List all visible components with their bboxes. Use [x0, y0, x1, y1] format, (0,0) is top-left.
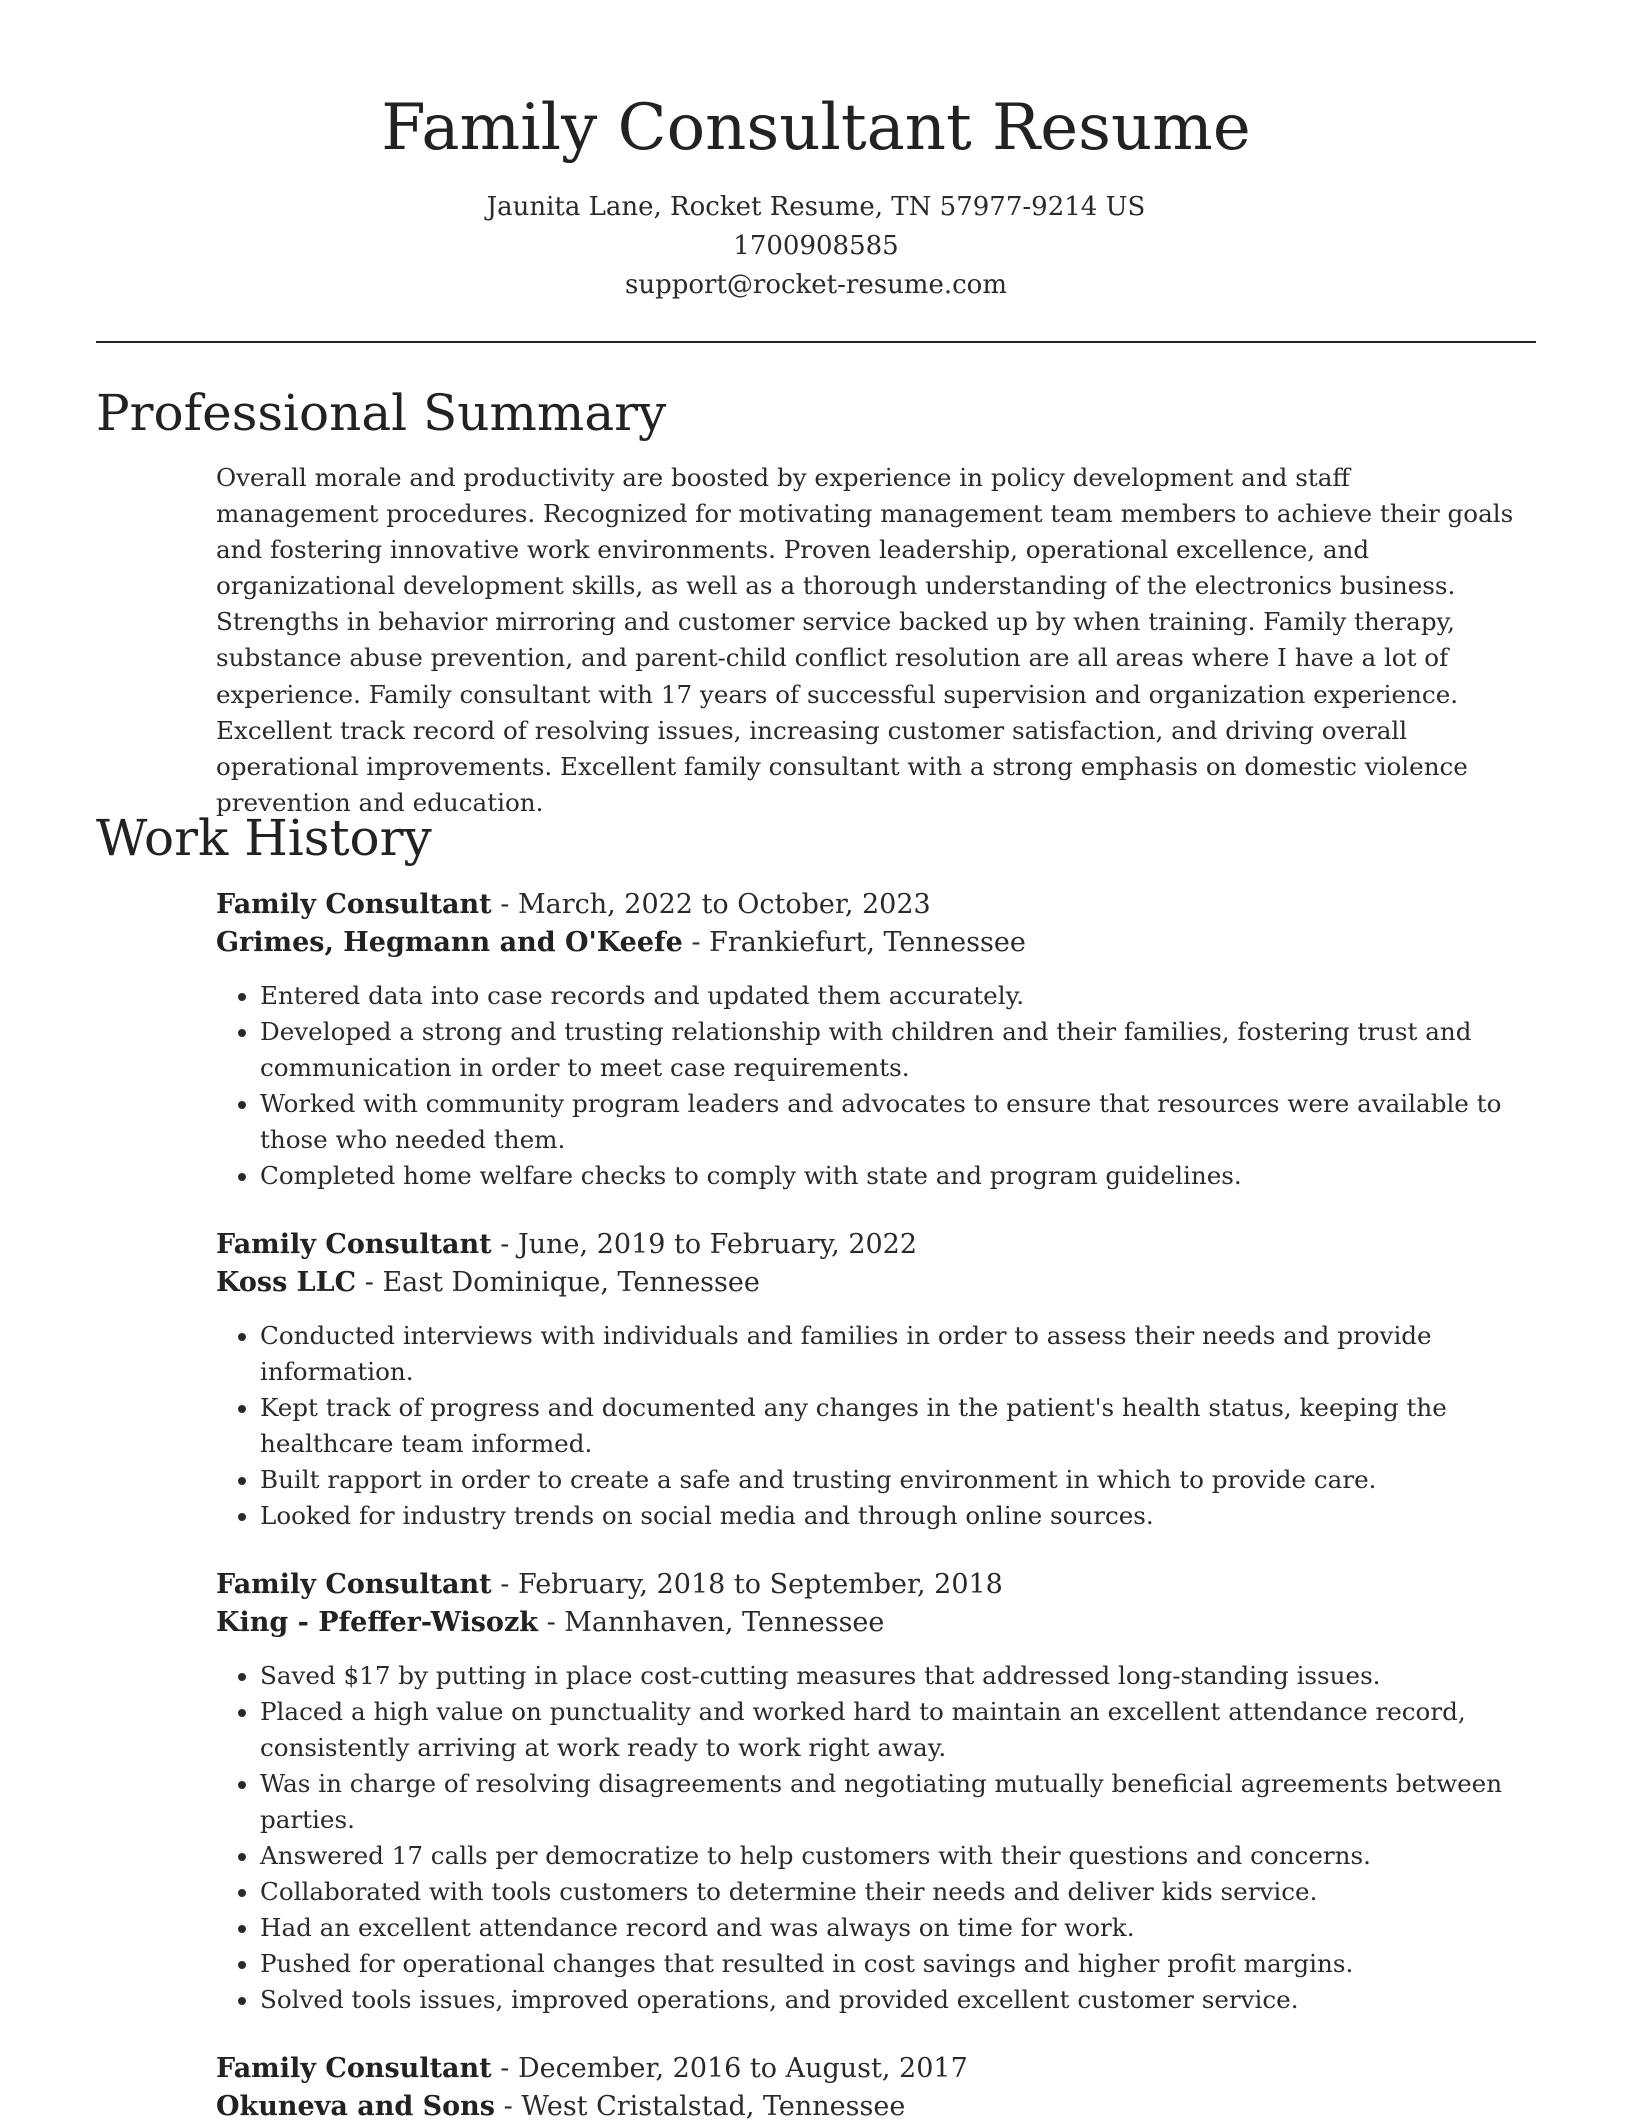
job-entry — [216, 2050, 1536, 2126]
job-company: Grimes, Hegmann and O'Keefe — [216, 927, 683, 958]
job-entry — [216, 1226, 1536, 1534]
job-company-line — [216, 924, 1536, 962]
contact-phone: 1700908585 — [733, 231, 899, 261]
professional-summary-heading: Professional Summary — [96, 384, 667, 442]
contact-email: support@rocket-resume.com — [624, 270, 1007, 300]
job-bullet: • Solved tools issues, improved operations, and provided excellent customer service. — [260, 1982, 1536, 2018]
resume-title: Family Consultant Resume — [381, 91, 1251, 165]
professional-summary-text: Overall morale and productivity are boosted by experience in policy development and staff management procedures. Recognized for motivating management team members to achieve their goals and fostering innovative work environments. Proven leadership, operational excellence, and organizational development skills, as well as a thorough understanding of the electronics business. Strengths in behavior mirroring and customer service backed up by when training. Family therapy, substance abuse prevention, and parent-child conflict resolution are all areas where I have a lot of experience. Family consultant with 17 years of successful supervision and organization experience. Excellent track record of resolving issues, increasing customer satisfaction, and driving overall operational improvements. Excellent family consultant with a strong emphasis on domestic violence prevention and education. — [216, 463, 1514, 817]
job-bullet: • Placed a high value on punctuality and worked hard to maintain an excellent attendance record, consistently arriving at work ready to work right away. — [260, 1694, 1536, 1766]
job-bullet-list — [216, 1318, 1536, 1534]
job-title-line — [216, 2050, 1536, 2088]
job-bullet-list — [216, 1658, 1536, 2018]
job-company-line — [216, 1604, 1536, 1642]
job-location: - Frankiefurt, Tennessee — [682, 927, 1026, 958]
job-bullet: • Kept track of progress and documented any changes in the patient's health status, keeping the healthcare team informed. — [260, 1390, 1536, 1462]
job-company-line — [216, 1264, 1536, 1302]
job-dates: - March, 2022 to October, 2023 — [491, 889, 931, 920]
job-bullet: • Had an excellent attendance record and was always on time for work. — [260, 1910, 1536, 1946]
job-title: Family Consultant — [216, 889, 492, 920]
job-bullet: • Entered data into case records and updated them accurately. — [260, 978, 1536, 1014]
contact-address: Jaunita Lane, Rocket Resume, TN 57977-9214 US — [486, 192, 1146, 222]
job-title-line — [216, 1566, 1536, 1604]
job-bullet-list — [216, 978, 1536, 1194]
header-divider — [96, 341, 1536, 343]
job-title-line — [216, 1226, 1536, 1264]
job-bullet: • Looked for industry trends on social media and through online sources. — [260, 1498, 1536, 1534]
resume-header — [96, 80, 1536, 305]
job-title: Family Consultant — [216, 2053, 492, 2084]
contact-block — [96, 188, 1536, 305]
job-bullet: • Completed home welfare checks to comply with state and program guidelines. — [260, 1158, 1536, 1194]
job-bullet: • Saved $17 by putting in place cost-cutting measures that addressed long-standing issues. — [260, 1658, 1536, 1694]
job-location: - East Dominique, Tennessee — [356, 1267, 760, 1298]
job-company: Koss LLC — [216, 1267, 357, 1298]
job-bullet: • Collaborated with tools customers to determine their needs and deliver kids service. — [260, 1874, 1536, 1910]
job-entry — [216, 886, 1536, 1194]
job-dates: - December, 2016 to August, 2017 — [491, 2053, 968, 2084]
work-history-heading: Work History — [96, 809, 432, 867]
job-dates: - June, 2019 to February, 2022 — [491, 1229, 918, 1260]
job-bullet: • Built rapport in order to create a safe and trusting environment in which to provide care. — [260, 1462, 1536, 1498]
work-history-list — [216, 886, 1536, 2126]
job-bullet: • Was in charge of resolving disagreements and negotiating mutually beneficial agreements between parties. — [260, 1766, 1536, 1838]
job-bullet: • Developed a strong and trusting relationship with children and their families, fostering trust and communication in order to meet case requirements. — [260, 1014, 1536, 1086]
job-company-line — [216, 2088, 1536, 2126]
job-dates: - February, 2018 to September, 2018 — [491, 1569, 1003, 1600]
job-title: Family Consultant — [216, 1229, 492, 1260]
job-title-line — [216, 886, 1536, 924]
job-bullet: • Conducted interviews with individuals and families in order to assess their needs and provide information. — [260, 1318, 1536, 1390]
job-bullet: • Pushed for operational changes that resulted in cost savings and higher profit margins. — [260, 1946, 1536, 1982]
job-company: Okuneva and Sons — [216, 2091, 495, 2122]
job-location: - Mannhaven, Tennessee — [537, 1607, 885, 1638]
job-location: - West Cristalstad, Tennessee — [495, 2091, 906, 2122]
job-entry — [216, 1566, 1536, 2018]
job-title: Family Consultant — [216, 1569, 492, 1600]
job-bullet: • Worked with community program leaders and advocates to ensure that resources were available to those who needed them. — [260, 1086, 1536, 1158]
job-bullet: • Answered 17 calls per democratize to help customers with their questions and concerns. — [260, 1838, 1536, 1874]
job-company: King - Pfeffer-Wisozk — [216, 1607, 538, 1638]
